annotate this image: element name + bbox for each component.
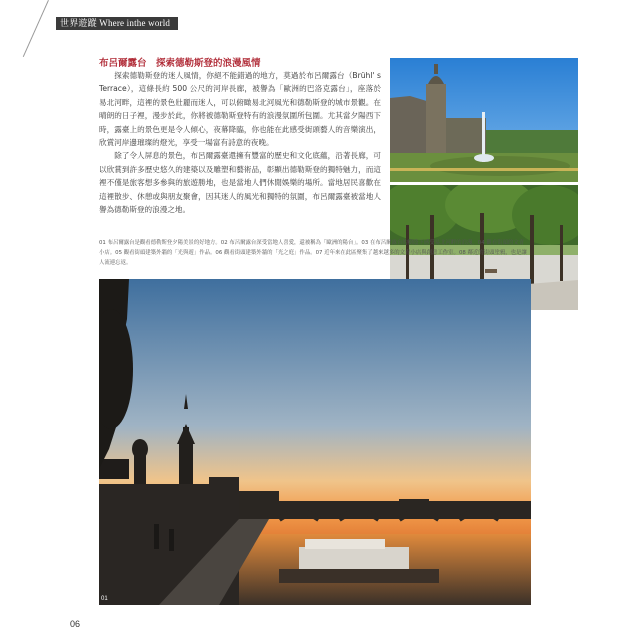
paragraph-2: 除了令人屏息的景色，布呂爾露臺還擁有豐富的歷史和文化底蘊，沿著長廊，可以欣賞到許多歷史悠久的建築以及雕塑和藝術品，彰顯出德勒斯登的獨特魅力，而這裡不僅是旅客想多參與的旅遊勝地，也是當地人們休閒娛樂的場所。當地居民喜歡在這裡散步、休憩或與朋友聚會，因其迷人的風光和獨特的氛圍，布呂爾露臺被當地人譽為德勒斯登的浪漫之地。 — [99, 151, 381, 215]
paragraph-1: 探索德勒斯登的迷人風情，你絕不能錯過的地方，莫過於布呂爾露台（Brühl' s Terrace），這條長約 500 公尺的河岸長廊，被譽為「歐洲的巴洛克露台」，座落於易北河畔，這裡的景色壯麗而迷人，可以俯瞰易北河風光和德勒斯登的城市景觀。在晴朗的日子裡，漫步於此，你將被德勒斯登特有的浪漫氛圍所包圍。尤其當夕陽西下時，露臺上的景色更是令人傾心，夜幕降臨，你也能在此感受街頭藝人的音樂演出，欣賞河岸邊璀璨的燈光，享受一場富有詩意的夜晚。 — [99, 71, 381, 148]
photo-sunset-dresden — [99, 279, 531, 605]
photo-caption: 01 布呂爾露台是觀看德勒斯登夕陽美景的好地方。02 布呂爾露台深受當地人喜愛，還被稱為「歐洲的陽台」。03 在布呂爾露台的樹蔭下感受易北河畔的浪漫。04 觀看街頭的文青小店。05 觀看街頭建築外牆的「光與遊」作品。06 觀看街頭建築外牆的「光之庭」作品。07 近年來在此區聚集了越來越多的文青小店與創意工作室。08 鄰近的街頭塗鴉，也是讓人流連忘返。 — [99, 240, 527, 266]
photo-palace-fountain — [390, 58, 578, 182]
section-header: 世界遊蹤 Where inthe world — [56, 17, 178, 30]
page-number: 06 — [70, 619, 81, 629]
photo-number-label: 01 — [101, 596, 108, 602]
decorative-corner-line — [23, 0, 49, 57]
article-title: 布呂爾露台 探索德勒斯登的浪漫風情 — [99, 58, 261, 69]
article-body — [99, 69, 381, 216]
